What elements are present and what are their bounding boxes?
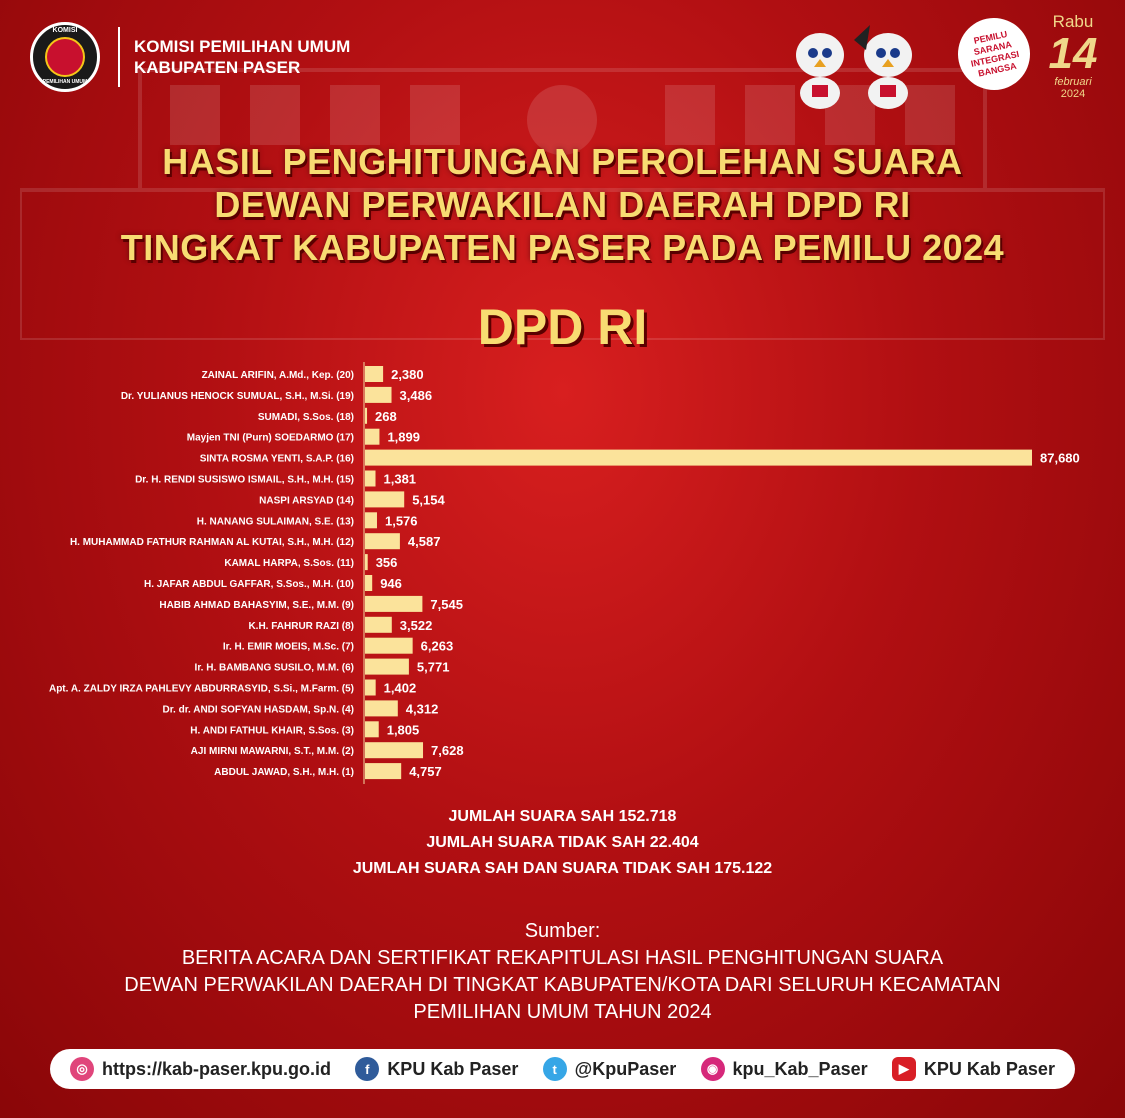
value-label: 268 <box>375 408 397 424</box>
value-label: 1,381 <box>383 471 417 487</box>
chart-subtitle: DPD RI <box>477 299 648 355</box>
bar <box>365 700 398 716</box>
garuda-emblem-icon <box>45 37 85 77</box>
date-month: februari <box>1054 76 1092 88</box>
category-label: Dr. dr. ANDI SOFYAN HASDAM, Sp.N. (4) <box>162 704 354 716</box>
value-label: 1,805 <box>386 722 420 738</box>
bar <box>365 491 404 507</box>
mascot-illustration <box>770 15 940 110</box>
category-label: H. ANDI FATHUL KHAIR, S.Sos. (3) <box>190 725 354 737</box>
vote-totals <box>0 804 1125 882</box>
bar <box>365 387 392 403</box>
value-label: 3,486 <box>399 387 433 403</box>
website-url: https://kab-paser.kpu.go.id <box>102 1058 332 1079</box>
bar <box>365 554 368 570</box>
bar <box>365 429 379 445</box>
twitter-handle: @KpuPaser <box>574 1058 677 1079</box>
category-label: Ir. H. BAMBANG SUSILO, M.M. (6) <box>194 662 354 674</box>
social-footer <box>50 1049 1075 1089</box>
source-note <box>0 918 1125 1026</box>
bar <box>365 533 400 549</box>
twitter-link[interactable] <box>543 1057 677 1081</box>
globe-icon: ◎ <box>70 1057 94 1081</box>
value-label: 2,380 <box>391 367 424 382</box>
header <box>30 22 350 92</box>
category-label: Dr. YULIANUS HENOCK SUMUAL, S.H., M.Si. (19) <box>120 390 354 402</box>
value-label: 946 <box>380 576 402 591</box>
bar <box>365 512 377 528</box>
category-label: H. MUHAMMAD FATHUR RAHMAN AL KUTAI, S.H., M.H. (12) <box>69 537 354 549</box>
value-label: 4,587 <box>407 534 441 550</box>
bar <box>365 575 372 591</box>
youtube-icon: ▶ <box>892 1057 916 1081</box>
facebook-link[interactable] <box>355 1057 518 1081</box>
header-divider <box>118 27 120 87</box>
source-line-2: DEWAN PERWAKILAN DAERAH DI TINGKAT KABUPATEN/KOTA DARI SELURUH KECAMATAN <box>124 974 1001 996</box>
category-label: HABIB AHMAD BAHASYIM, S.E., M.M. (9) <box>159 599 354 611</box>
facebook-icon: f <box>355 1057 379 1081</box>
org-line-2: KABUPATEN PASER <box>134 58 301 77</box>
bar <box>365 408 367 424</box>
value-label: 7,545 <box>430 596 463 612</box>
total-valid-votes: JUMLAH SUARA SAH 152.718 <box>448 808 677 825</box>
bar <box>365 742 423 758</box>
vote-bar-chart <box>0 362 1125 787</box>
category-label: SINTA ROSMA YENTI, S.A.P. (16) <box>199 453 354 465</box>
instagram-handle: kpu_Kab_Paser <box>732 1058 868 1079</box>
value-label: 1,576 <box>384 513 418 529</box>
source-line-1: BERITA ACARA DAN SERTIFIKAT REKAPITULASI HASIL PENGHITUNGAN SUARA <box>181 947 944 969</box>
logo-bottom-text: PEMILIHAN UMUM <box>42 79 88 85</box>
page-title <box>0 140 1125 269</box>
bar <box>365 659 409 675</box>
value-label: 356 <box>375 555 398 571</box>
value-label: 1,899 <box>387 429 420 445</box>
value-label: 5,154 <box>412 492 445 508</box>
category-label: Mayjen TNI (Purn) SOEDARMO (17) <box>186 432 354 444</box>
total-all-votes: JUMLAH SUARA SAH DAN SUARA TIDAK SAH 175.122 <box>352 860 773 877</box>
instagram-icon: ◉ <box>701 1057 725 1081</box>
value-label: 87,680 <box>1040 450 1080 466</box>
youtube-link[interactable] <box>892 1057 1055 1081</box>
source-line-3: PEMILIHAN UMUM TAHUN 2024 <box>413 1001 712 1023</box>
date-number: 14 <box>1048 29 1098 78</box>
twitter-icon: t <box>543 1057 567 1081</box>
value-label: 1,402 <box>383 680 417 696</box>
bar <box>365 617 392 633</box>
category-label: SUMADI, S.Sos. (18) <box>257 411 354 423</box>
bar <box>365 471 376 487</box>
category-label: H. JAFAR ABDUL GAFFAR, S.Sos., M.H. (10) <box>143 579 354 590</box>
instagram-link[interactable] <box>701 1057 868 1081</box>
category-label: NASPI ARSYAD (14) <box>259 495 354 507</box>
bar <box>365 596 422 612</box>
bar <box>365 366 383 382</box>
category-label: Apt. A. ZALDY IRZA PAHLEVY ABDURRASYID, S.Si., M.Farm. (5) <box>48 683 354 695</box>
value-label: 5,771 <box>416 659 450 675</box>
election-date <box>1038 12 1108 100</box>
facebook-handle: KPU Kab Paser <box>387 1058 519 1079</box>
bar <box>365 638 413 654</box>
value-label: 4,312 <box>405 701 439 717</box>
bar <box>365 450 1032 466</box>
bar <box>365 763 401 779</box>
website-link[interactable] <box>70 1057 331 1081</box>
value-label: 7,628 <box>431 743 464 759</box>
category-label: K.H. FAHRUR RAZI (8) <box>248 620 354 632</box>
date-year: 2024 <box>1060 88 1086 100</box>
bar <box>365 721 379 737</box>
title-line-1: HASIL PENGHITUNGAN PEROLEHAN SUARA <box>162 141 963 182</box>
category-label: ZAINAL ARIFIN, A.Md., Kep. (20) <box>201 370 354 381</box>
org-line-1: KOMISI PEMILIHAN UMUM <box>134 37 351 56</box>
bar <box>365 680 376 696</box>
category-label: KAMAL HARPA, S.Sos. (11) <box>224 558 354 570</box>
pemilu-badge: PEMILU SARANA INTEGRASI BANGSA <box>951 11 1036 96</box>
youtube-channel: KPU Kab Paser <box>923 1058 1055 1079</box>
date-day: Rabu <box>1052 12 1094 31</box>
value-label: 3,522 <box>399 617 433 633</box>
logo-top-text: KOMISI <box>52 27 78 34</box>
kpu-logo <box>30 22 100 92</box>
category-label: H. NANANG SULAIMAN, S.E. (13) <box>196 516 354 528</box>
title-line-2: DEWAN PERWAKILAN DAERAH DPD RI <box>214 184 911 225</box>
source-label: Sumber: <box>524 920 601 942</box>
total-invalid-votes: JUMLAH SUARA TIDAK SAH 22.404 <box>426 834 699 851</box>
value-label: 6,263 <box>420 638 454 654</box>
category-label: Dr. H. RENDI SUSISWO ISMAIL, S.H., M.H. (15) <box>135 474 354 486</box>
title-line-3: TINGKAT KABUPATEN PASER PADA PEMILU 2024 <box>120 227 1005 268</box>
category-label: ABDUL JAWAD, S.H., M.H. (1) <box>214 767 354 779</box>
category-label: AJI MIRNI MAWARNI, S.T., M.M. (2) <box>190 746 354 758</box>
value-label: 4,757 <box>409 764 442 780</box>
organization-name <box>134 36 350 78</box>
category-label: Ir. H. EMIR MOEIS, M.Sc. (7) <box>222 641 354 653</box>
